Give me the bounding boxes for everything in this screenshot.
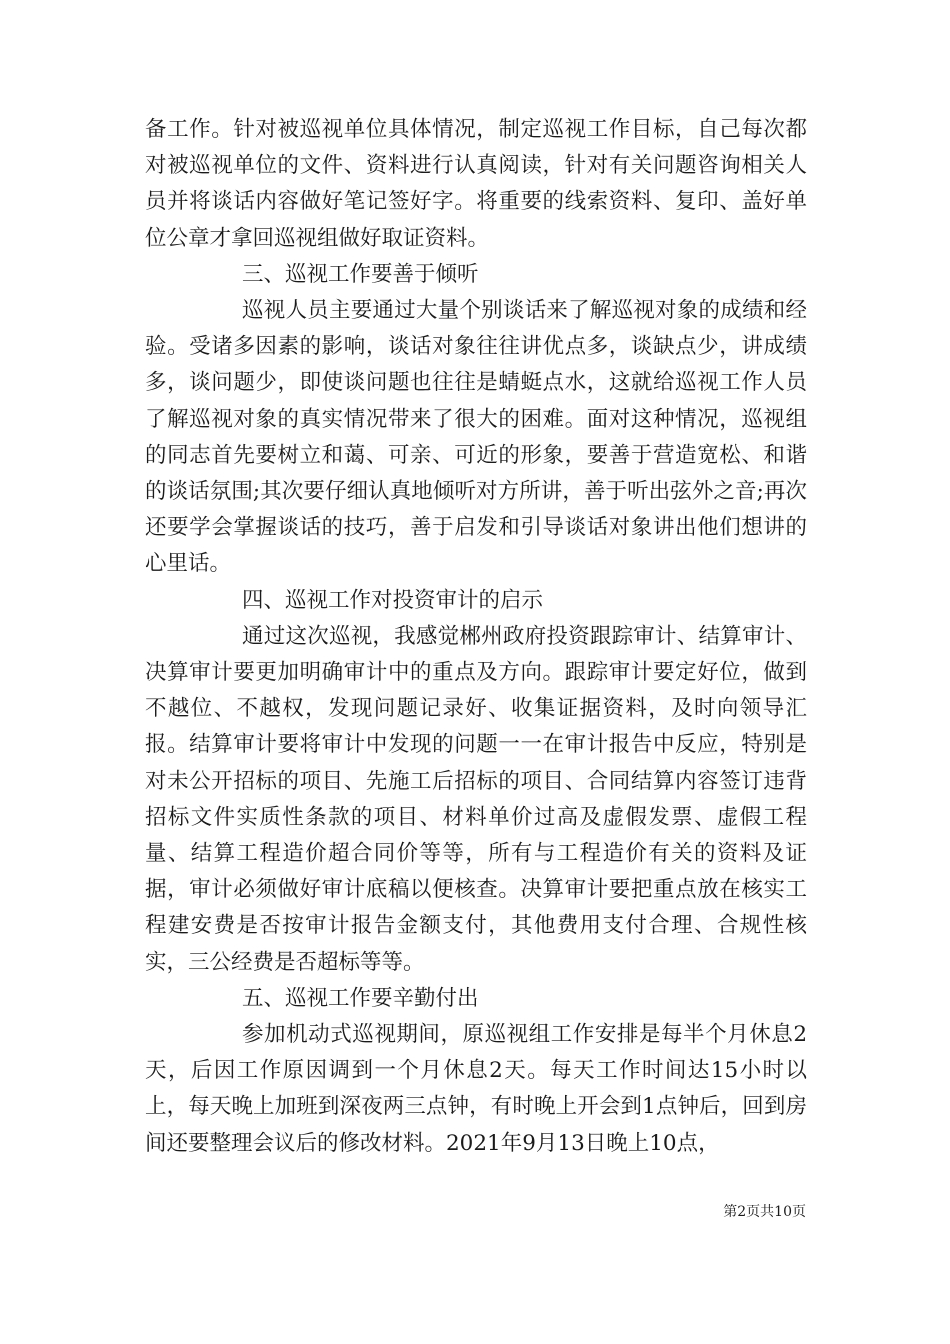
- paragraph-continuation: 备工作。针对被巡视单位具体情况，制定巡视工作目标，自己每次都对被巡视单位的文件、资料进行认真阅读，针对有关问题咨询相关人员并将谈话内容做好笔记签好字。将重要的线索资料、复印、盖好单位公章才拿回巡视组做好取证资料。: [145, 117, 807, 251]
- paragraph-hard-work: 参加机动式巡视期间，原巡视组工作安排是每半个月休息2天，后因工作原因调到一个月休息2天。每天工作时间达15小时以上，每天晚上加班到深夜两三点钟，有时晚上开会到1点钟后，回到房间还要整理会议后的修改材料。2021年9月13日晚上10点，: [145, 1022, 807, 1156]
- paragraph-audit-insights: 通过这次巡视，我感觉郴州政府投资跟踪审计、结算审计、决算审计要更加明确审计中的重点及方向。跟踪审计要定好位，做到不越位、不越权，发现问题记录好、收集证据资料，及时向领导汇报。结算审计要将审计中发现的问题一一在审计报告中反应，特别是对未公开招标的项目、先施工后招标的项目、合同结算内容签订违背招标文件实质性条款的项目、材料单价过高及虚假发票、虚假工程量、结算工程造价超合同价等等，所有与工程造价有关的资料及证据，审计必须做好审计底稿以便核查。决算审计要把重点放在核实工程建安费是否按审计报告金额支付，其他费用支付合理、合规性核实，三公经费是否超标等等。: [145, 623, 807, 975]
- section-heading-audit-insights: 四、巡视工作对投资审计的启示: [242, 587, 544, 613]
- document-body: [145, 112, 807, 1162]
- section-heading-listening: 三、巡视工作要善于倾听: [242, 261, 479, 287]
- page-number-footer: 第2页共10页: [723, 1204, 806, 1220]
- section-heading-hard-work: 五、巡视工作要辛勤付出: [242, 985, 479, 1011]
- paragraph-listening: 巡视人员主要通过大量个别谈话来了解巡视对象的成绩和经验。受诸多因素的影响，谈话对象往往讲优点多，谈缺点少，讲成绩多，谈问题少，即使谈问题也往往是蜻蜓点水，这就给巡视工作人员了解巡视对象的真实情况带来了很大的困难。面对这种情况，巡视组的同志首先要树立和蔼、可亲、可近的形象，要善于营造宽松、和谐的谈话氛围;其次要仔细认真地倾听对方所讲，善于听出弦外之音;再次还要学会掌握谈话的技巧，善于启发和引导谈话对象讲出他们想讲的心里话。: [145, 298, 807, 577]
